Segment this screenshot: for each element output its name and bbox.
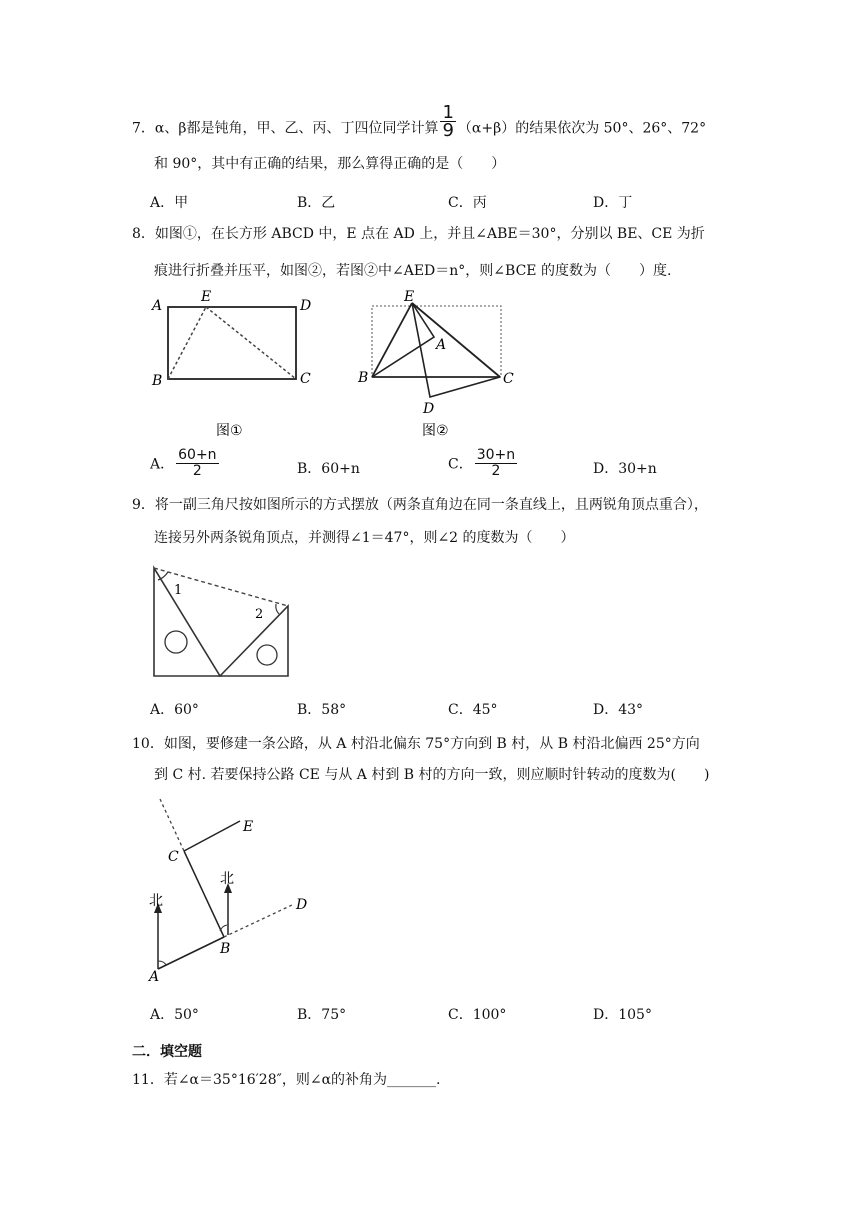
- q10-label-b: B: [220, 941, 231, 957]
- q9-right-hole: [257, 645, 277, 665]
- q10-option-a: A．50°: [150, 1007, 199, 1023]
- q8-option-c: [448, 448, 519, 479]
- q10-figure: [140, 795, 320, 985]
- q11-blank: _______: [387, 1072, 437, 1088]
- q10-label-a: A: [149, 969, 160, 985]
- q8-fig2-be: [372, 303, 412, 377]
- q8-option-c-prefix: C．: [448, 456, 473, 473]
- q10-option-b: B．75°: [297, 1007, 347, 1023]
- q8-fig1-label-d: D: [300, 298, 312, 314]
- q8-line2: 痕进行折叠并压平，如图②，若图②中∠AED＝n°，则∠BCE 的度数为（ ）度.: [154, 263, 672, 279]
- q8-fig1-label-a: A: [152, 298, 163, 314]
- q9-label-2: 2: [255, 607, 264, 622]
- q10-label-d: D: [296, 897, 308, 913]
- q10-label-north-b: 北: [220, 871, 234, 887]
- q9-left-hole: [165, 631, 187, 653]
- q8-fig1-label-b: B: [152, 373, 163, 389]
- q8-fig1-dashed-ce: [206, 307, 296, 379]
- q8-option-a: [150, 448, 221, 479]
- q8-fig2-label-c: C: [503, 371, 514, 387]
- q8-fig2-fold-d: [412, 303, 500, 397]
- q7-fraction: [440, 104, 455, 139]
- q8-fig1-caption: 图①: [216, 423, 243, 439]
- q9-option-b: B．58°: [297, 702, 347, 718]
- q10-label-north-a: 北: [149, 893, 163, 909]
- q8-option-c-den: 2: [491, 463, 501, 479]
- q9-right-triangle: [220, 606, 288, 676]
- q10-option-c: C．100°: [448, 1007, 507, 1023]
- question-11: [132, 1073, 441, 1087]
- q8-fig1-dashed-be: [168, 307, 206, 379]
- q9-figure: [148, 560, 308, 685]
- q11-text: 11．若∠α＝35°16′28″，则∠α的补角为: [132, 1072, 388, 1088]
- q7-option-b: B．乙: [297, 195, 336, 211]
- q8-figure-1: [148, 285, 328, 445]
- q10-dashed-bc-extension: [160, 799, 184, 851]
- q9-option-a: A．60°: [150, 702, 199, 718]
- q10-label-c: C: [168, 849, 179, 865]
- q8-option-c-fraction: [475, 448, 517, 479]
- q9-option-d: D．43°: [593, 702, 644, 718]
- q10-segment-ab: [158, 937, 224, 969]
- q10-segment-ce: [184, 821, 240, 851]
- q7-line1-post: （α+β）的结果依次为 50°、26°、72°: [457, 120, 707, 137]
- q7-line2: 和 90°，其中有正确的结果，那么算得正确的是（ ）: [154, 156, 506, 172]
- q8-fig2-label-b: B: [358, 370, 369, 386]
- q8-line1: 8．如图①，在长方形 ABCD 中，E 点在 AD 上，并且∠ABE＝30°，分别以 BE、CE 为折: [132, 226, 705, 242]
- q8-figure-2: [352, 285, 532, 445]
- q7-option-a: A．甲: [150, 195, 189, 211]
- section-2-title: 二．填空题: [132, 1044, 202, 1060]
- q8-fig2-ce: [412, 303, 500, 377]
- q10-dashed-bd: [224, 905, 292, 937]
- q10-option-d: D．105°: [593, 1007, 652, 1023]
- q7-frac-num: 1: [442, 102, 454, 123]
- q7-line1: [132, 102, 707, 141]
- q7-option-d: D．丁: [593, 195, 633, 211]
- q8-option-a-num: 60+n: [178, 447, 217, 463]
- q7-frac-den: 9: [442, 120, 454, 141]
- q8-fig1-label-e: E: [201, 289, 212, 305]
- q9-label-1: 1: [174, 583, 183, 598]
- q10-line2: 到 C 村. 若要保持公路 CE 与从 A 村到 B 村的方向一致，则应顺时针转动的度数为( ): [154, 767, 710, 783]
- q10-angle-a-arc: [158, 961, 166, 965]
- q8-option-d: D．30+n: [593, 461, 657, 477]
- q7-line1-pre: 7．α、β都是钝角，甲、乙、丙、丁四位同学计算: [132, 120, 439, 137]
- q9-line2: 连接另外两条锐角顶点，并测得∠1＝47°，则∠2 的度数为（ ）: [154, 530, 575, 546]
- q9-line1: 9．将一副三角尺按如图所示的方式摆放（两条直角边在同一条直线上，且两锐角顶点重合），: [132, 497, 708, 513]
- q11-end: .: [436, 1072, 441, 1088]
- q8-option-a-den: 2: [192, 463, 202, 479]
- q9-option-c: C．45°: [448, 702, 498, 718]
- q10-line1: 10．如图，要修建一条公路，从 A 村沿北偏东 75°方向到 B 村，从 B 村沿北偏西 25°方向: [132, 736, 700, 752]
- q8-option-c-num: 30+n: [476, 447, 516, 463]
- q8-fig2-label-a: A: [436, 337, 447, 353]
- q8-fig1-label-c: C: [300, 371, 311, 387]
- q9-angle-2-arc: [276, 604, 279, 614]
- q7-option-c: C．丙: [448, 195, 487, 211]
- q8-option-a-fraction: [176, 448, 218, 479]
- q8-fig2-caption: 图②: [422, 423, 449, 439]
- q8-option-a-prefix: A．: [150, 456, 175, 473]
- q8-fig2-label-e: E: [404, 289, 415, 305]
- q8-option-b: B．60+n: [297, 461, 360, 477]
- q8-fig2-label-d: D: [423, 401, 435, 417]
- q10-segment-cb: [184, 851, 224, 937]
- q10-label-e: E: [243, 819, 254, 835]
